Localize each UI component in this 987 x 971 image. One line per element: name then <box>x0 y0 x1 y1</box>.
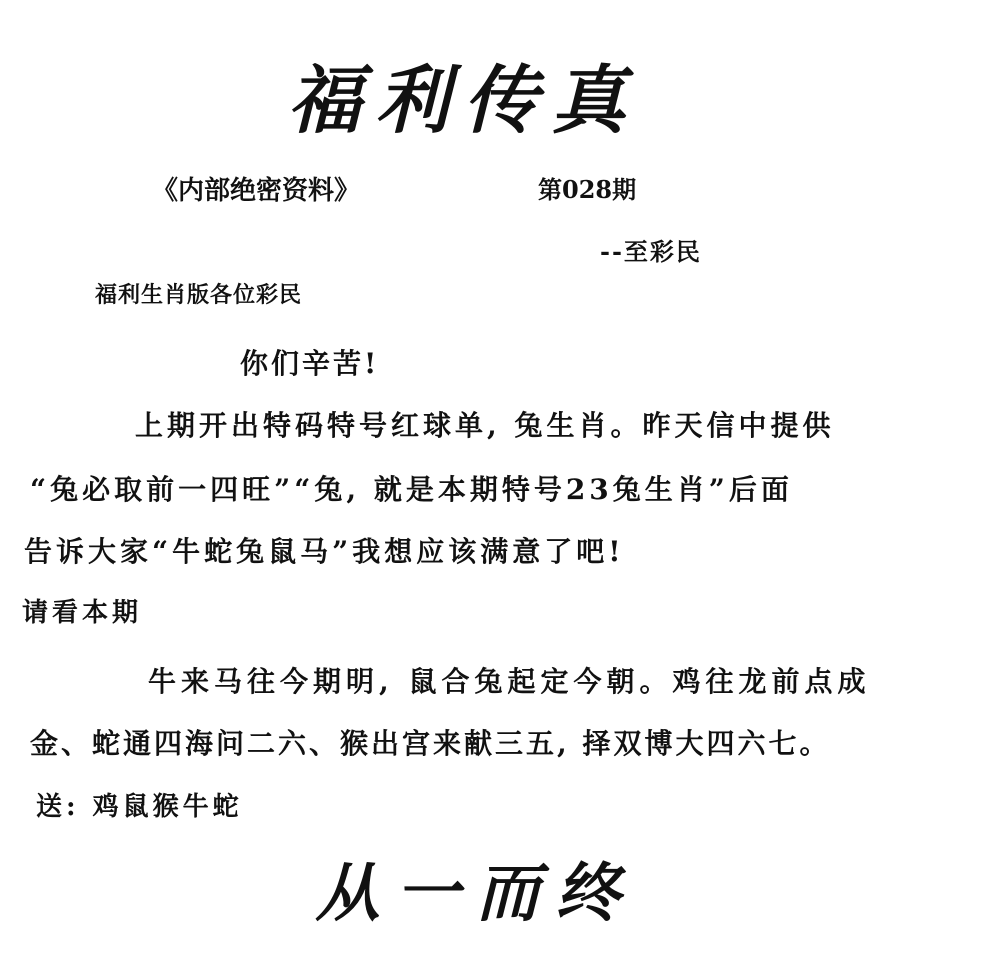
issue-number: 第028期 <box>538 175 637 204</box>
footer-slogan: 从一而终 <box>315 856 636 931</box>
body-line-4: 请看本期 <box>22 598 143 628</box>
body-line-1: 上期开出特码特号红球单, 兔生肖。昨天信中提供 <box>135 409 835 442</box>
body-line-2: “兔必取前一四旺”“兔, 就是本期特号23兔生肖”后面 <box>30 473 793 506</box>
document-title: 福利传真 <box>287 58 640 144</box>
signature-line: --至彩民 <box>600 237 702 266</box>
confidential-subtitle: 《内部绝密资料》 <box>152 176 361 206</box>
greeting-recipient: 福利生肖版各位彩民 <box>95 282 303 308</box>
body-line-3: 告诉大家“牛蛇兔鼠马”我想应该满意了吧! <box>24 535 625 568</box>
body-line-7: 送: 鸡鼠猴牛蛇 <box>36 792 243 822</box>
body-line-6: 金、蛇通四海问二六、猴出宫来献三五, 择双博大四六七。 <box>30 727 831 760</box>
greeting-text: 你们辛苦! <box>240 347 380 380</box>
body-line-5: 牛来马往今期明, 鼠合兔起定今朝。鸡往龙前点成 <box>148 665 871 698</box>
